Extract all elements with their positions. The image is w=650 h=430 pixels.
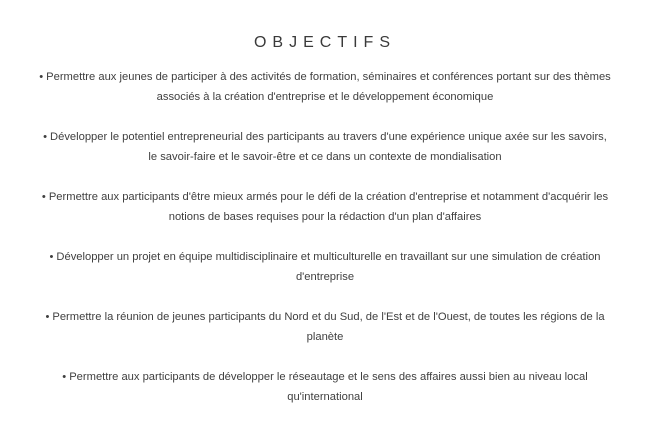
objective-text-line2: d'entreprise (295, 270, 355, 283)
bullet-icon: • (43, 131, 48, 143)
bullet-icon: • (45, 311, 50, 323)
bullet-icon: • (49, 251, 54, 263)
objective-text-line1: Permettre aux jeunes de participer à des activités de formation, séminaires et conférences portant sur des thèmes (46, 71, 611, 83)
objective-item (30, 308, 620, 347)
bullet-icon: • (39, 71, 44, 83)
objective-text-line2: associés à la création d'entreprise et le développement économique (156, 90, 494, 103)
section-title: OBJECTIFS (253, 34, 396, 51)
bullet-icon: • (62, 371, 67, 383)
objective-item (30, 368, 620, 407)
objective-text-line1: Développer le potentiel entrepreneurial des participants au travers d'une expérience unique axée sur les savoirs, (50, 131, 607, 143)
objective-text-line2: qu'international (287, 390, 363, 403)
objective-text-line1: Permettre la réunion de jeunes participants du Nord et du Sud, de l'Est et de l'Ouest, de toutes les régions de la (52, 311, 605, 323)
objective-text-line2: planète (306, 330, 344, 343)
objective-text-line1: Permettre aux participants d'être mieux armés pour le défi de la création d'entreprise et notamment d'acquérir les (48, 191, 609, 203)
bullet-icon: • (41, 191, 46, 203)
objective-text-line2: le savoir-faire et le savoir-être et ce dans un contexte de mondialisation (148, 150, 502, 163)
objective-item (30, 68, 620, 107)
objective-item (30, 248, 620, 287)
objective-text-line2: notions de bases requises pour la rédaction d'un plan d'affaires (168, 210, 482, 223)
objective-text-line1: Développer un projet en équipe multidisciplinaire et multiculturelle en travaillant sur une simulation de création (56, 251, 601, 263)
objectives-list (30, 68, 620, 428)
objective-text-line1: Permettre aux participants de développer le réseautage et le sens des affaires aussi bien au niveau local (69, 371, 588, 383)
objective-item (30, 188, 620, 227)
objective-item (30, 128, 620, 167)
